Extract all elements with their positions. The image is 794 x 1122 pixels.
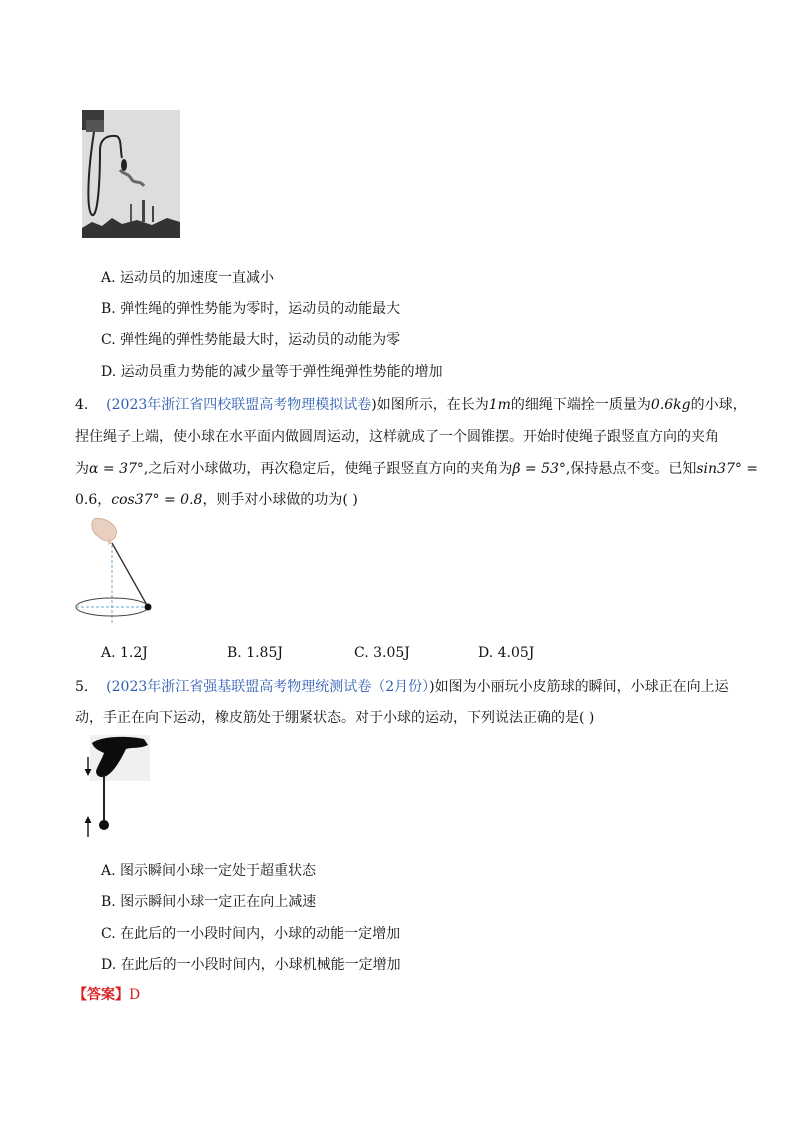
q4-length-value: 1m [488, 397, 511, 413]
answer-label: 答案 [87, 987, 115, 1003]
q4-text-3a: 为 [75, 461, 89, 477]
q4-option-b [227, 645, 283, 661]
answer-value: D [129, 987, 141, 1003]
q3-option-d: D. 运动员重力势能的减少量等于弹性绳弹性势能的增加 [101, 364, 443, 380]
q4-option-d [478, 645, 534, 661]
q3-option-a: A. 运动员的加速度一直减小 [101, 270, 275, 286]
pendulum-svg [72, 515, 157, 630]
q4-beta: β = 53° [512, 461, 566, 477]
q4-source-link[interactable]: (2023年浙江省四校联盟高考物理模拟试卷 [106, 397, 372, 413]
q4-text-4a: 0.6， [75, 492, 112, 508]
q4-mass-value: 0.6kg [650, 397, 691, 413]
bungee-photo-svg [82, 110, 180, 238]
ball-svg [82, 735, 152, 840]
q4-sin: sin37° = [696, 461, 759, 477]
q5-text-1b: )如图为小丽玩小皮筋球的瞬间，小球正在向上运 [429, 679, 729, 695]
q4-option-c-text: C. 3.05J [354, 645, 410, 661]
bungee-jump-photo [82, 110, 180, 238]
q4-cos: cos37° = 0.8 [111, 492, 203, 508]
q4-alpha: α = 37° [89, 461, 144, 477]
q3-option-c: C. 弹性绳的弹性势能最大时，运动员的动能为零 [101, 332, 401, 348]
q4-option-c [354, 645, 410, 661]
q4-text-1a: )如图所示，在长为 [371, 397, 489, 413]
rubber-band-ball-figure [82, 735, 152, 840]
q4-line-3 [75, 459, 758, 479]
q4-text-1c: 的小球， [690, 397, 747, 413]
q3-option-b: B. 弹性绳的弹性势能为零时，运动员的动能最大 [101, 301, 401, 317]
q5-option-c: C. 在此后的一小段时间内，小球的动能一定增加 [101, 926, 401, 942]
answer-line [73, 985, 140, 1005]
q4-option-a-text: A. 1.2J [101, 645, 148, 661]
q5-option-d: D. 在此后的一小段时间内，小球机械能一定增加 [101, 957, 401, 973]
q4-line-2: 捏住绳子上端，使小球在水平面内做圆周运动，这样就成了一个圆锥摆。开始时使绳子跟竖直方向的夹角 [75, 429, 719, 445]
q5-option-a: A. 图示瞬间小球一定处于超重状态 [101, 863, 317, 879]
answer-bracket-close: 】 [115, 987, 129, 1003]
q5-option-b: B. 图示瞬间小球一定正在向上减速 [101, 894, 317, 910]
q4-option-d-text: D. 4.05J [478, 645, 535, 661]
q4-text-1b: 的细绳下端拴一质量为 [510, 397, 651, 413]
q5-line-1 [75, 677, 729, 697]
conical-pendulum-figure [72, 515, 157, 630]
q4-number: 4. [75, 397, 89, 413]
q4-option-b-text: B. 1.85J [227, 645, 283, 661]
q4-line-1 [75, 395, 747, 415]
q5-source-link[interactable]: (2023年浙江省强基联盟高考物理统测试卷（2月份） [106, 679, 430, 695]
q4-option-a [101, 645, 148, 661]
q5-number: 5. [75, 679, 89, 695]
answer-bracket-open: 【 [73, 987, 87, 1003]
q5-line-2: 动，手正在向下运动，橡皮筋处于绷紧状态。对于小球的运动，下列说法正确的是( ) [75, 710, 595, 726]
q4-text-3b: ,之后对小球做功，再次稳定后，使绳子跟竖直方向的夹角为 [143, 461, 513, 477]
q4-text-3c: ,保持悬点不变。已知 [565, 461, 697, 477]
q4-line-4 [75, 490, 358, 510]
q4-text-4b: ，则手对小球做的功为( ) [202, 492, 358, 508]
